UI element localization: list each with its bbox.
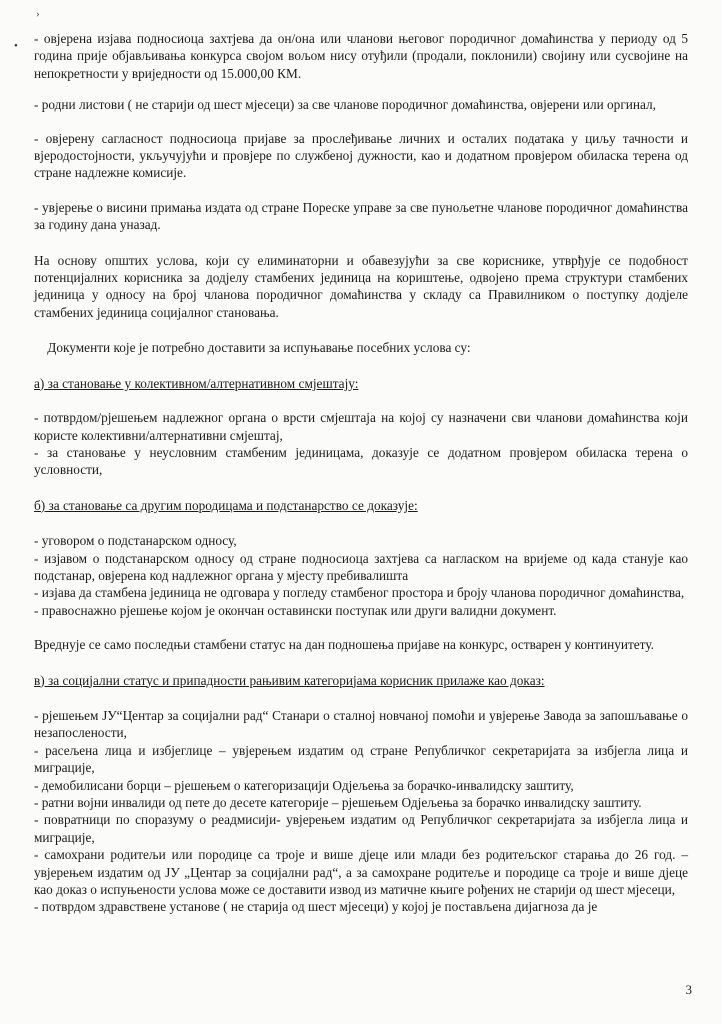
paragraph-general-conditions: На основу општих услова, који су елиминаторни и обавезујући за све кориснике, утврђује се подобност потенцијалних корисника за додјелу стамбених јединица на кориштење, одвојено према структури стамбених јединица у односу на број чланова породичног домаћинства у складу са Правилником о поступку додјеле стамбених јединица социјалног становања.	[34, 252, 688, 320]
paragraph-housing-status-valuation: Вреднује се само последњи стамбени статус на дан подношења пријаве на конкурс, остварен у континуитету.	[34, 637, 654, 653]
scan-mark: ›	[36, 8, 40, 20]
document-page	[34, 30, 688, 916]
list-item-probate-decision: - правоснажно рјешење којом је окончан оставински поступак или други валидни документ.	[34, 602, 557, 618]
list-item-refugees: - расељена лица и избјеглице – увјерењем издатим од стране Републичког секретаријата за избјегла лица и миграције,	[34, 742, 688, 776]
list-item-substandard-housing: - за становање у неусловним стамбеним јединицама, доказује се додатном провјером обиласка терена о условности,	[34, 444, 688, 478]
paragraph-consent: - овјерену сагласност подносиоца пријаве за прослеђивање личних и осталих података у циљу тачности и вјеродостојности, укључујући и провјере по службеној дужности, као и додатном провјером обиласка терена од стране надлежне комисије.	[34, 130, 688, 181]
paragraph-birth-certificates: - родни листови ( не старији од шест мјесеци) за све чланове породичног домаћинства, овјерени или оргинал,	[34, 97, 656, 113]
list-item-subtenancy-statement: - изјавом о подстанарском односу од стране подносиоца захтјева са нагласком на вријеме од када станује као подстанар, овјерена код надлежног органа у мјесту пребивалишта	[34, 550, 688, 583]
list-item-accommodation-decision: - потврдом/рјешењем надлежног органа о врсти смјештаја на којој су назначени сви чланови домаћинства који користе колективни/алтернативни смјештај,	[34, 410, 688, 443]
heading-collective-accommodation: а) за становање у колективном/алтернативном смјештају:	[34, 375, 359, 391]
paragraph-income-certificate: - увјерење о висини примања издата од стране Пореске управе за све пунољетне чланове породичног домаћинства за годину дана уназад.	[34, 199, 688, 233]
list-item-returnees: - повратници по споразуму о реадмисији- увјерењем издатим од Републичког секретаријата за избјегла лица и миграције,	[34, 812, 688, 845]
list-item-health-certificate: - потврдом здравствене установе ( не старија од шест мјесеци) у којој је постављена дијагноза да је	[34, 899, 598, 915]
list-item-unsuitable-unit-statement: - изјава да стамбена јединица не одговара у погледу стамбеног простора и броју чланова породичног домаћинства,	[34, 585, 685, 601]
heading-subtenancy: б) за становање са другим породицама и подстанарство се доказује:	[34, 497, 418, 513]
scan-dot: •	[14, 40, 18, 52]
list-item-demobilized-soldiers: - демобилисани борци – рјешењем о категоризацији Одјељења за борачко-инвалидску заштиту,	[34, 777, 574, 793]
list-item-single-parents: - самохрани родитељи или породице са троје и више дјеце или млади без родитељског старања до 26 год. – увјерењем издатим од ЈУ „Центар за социјални рад“, а за самохране родитеље и породице са троје и више дјеце као доказ о испуњености услова може се доставити извод из матичне књиге рођених не старији од шест мјесеци,	[34, 847, 688, 898]
paragraph-special-conditions-intro: Документи које је потребно доставити за испуњавање посебних услова су:	[34, 340, 471, 356]
heading-social-status: в) за социјални статус и припадности рањивим категоријама корисник прилаже као доказ:	[34, 672, 545, 688]
paragraph-sworn-statement: - овјерена изјава подносиоца захтјева да он/она или чланови његовог породичног домаћинства у периоду од 5 година прије објављивања конкурса својом вољом нису отуђили (продали, поклонили) својину или сусвојине на непокретности у вриједности од 15.000,00 КМ.	[34, 31, 688, 81]
list-item-social-assistance: - рјешењем ЈУ“Центар за социјални рад“ Станари о сталној новчаној помоћи и увјерење Завода за запошљавање о незапослености,	[34, 707, 688, 741]
list-item-lease-contract: - уговором о подстанарском односу,	[34, 533, 237, 549]
page-number: 3	[685, 982, 692, 997]
list-item-war-invalids: - ратни војни инвалиди од пете до десете категорије – рјешењем Одјељења за борачко инвалидску заштиту.	[34, 795, 642, 810]
